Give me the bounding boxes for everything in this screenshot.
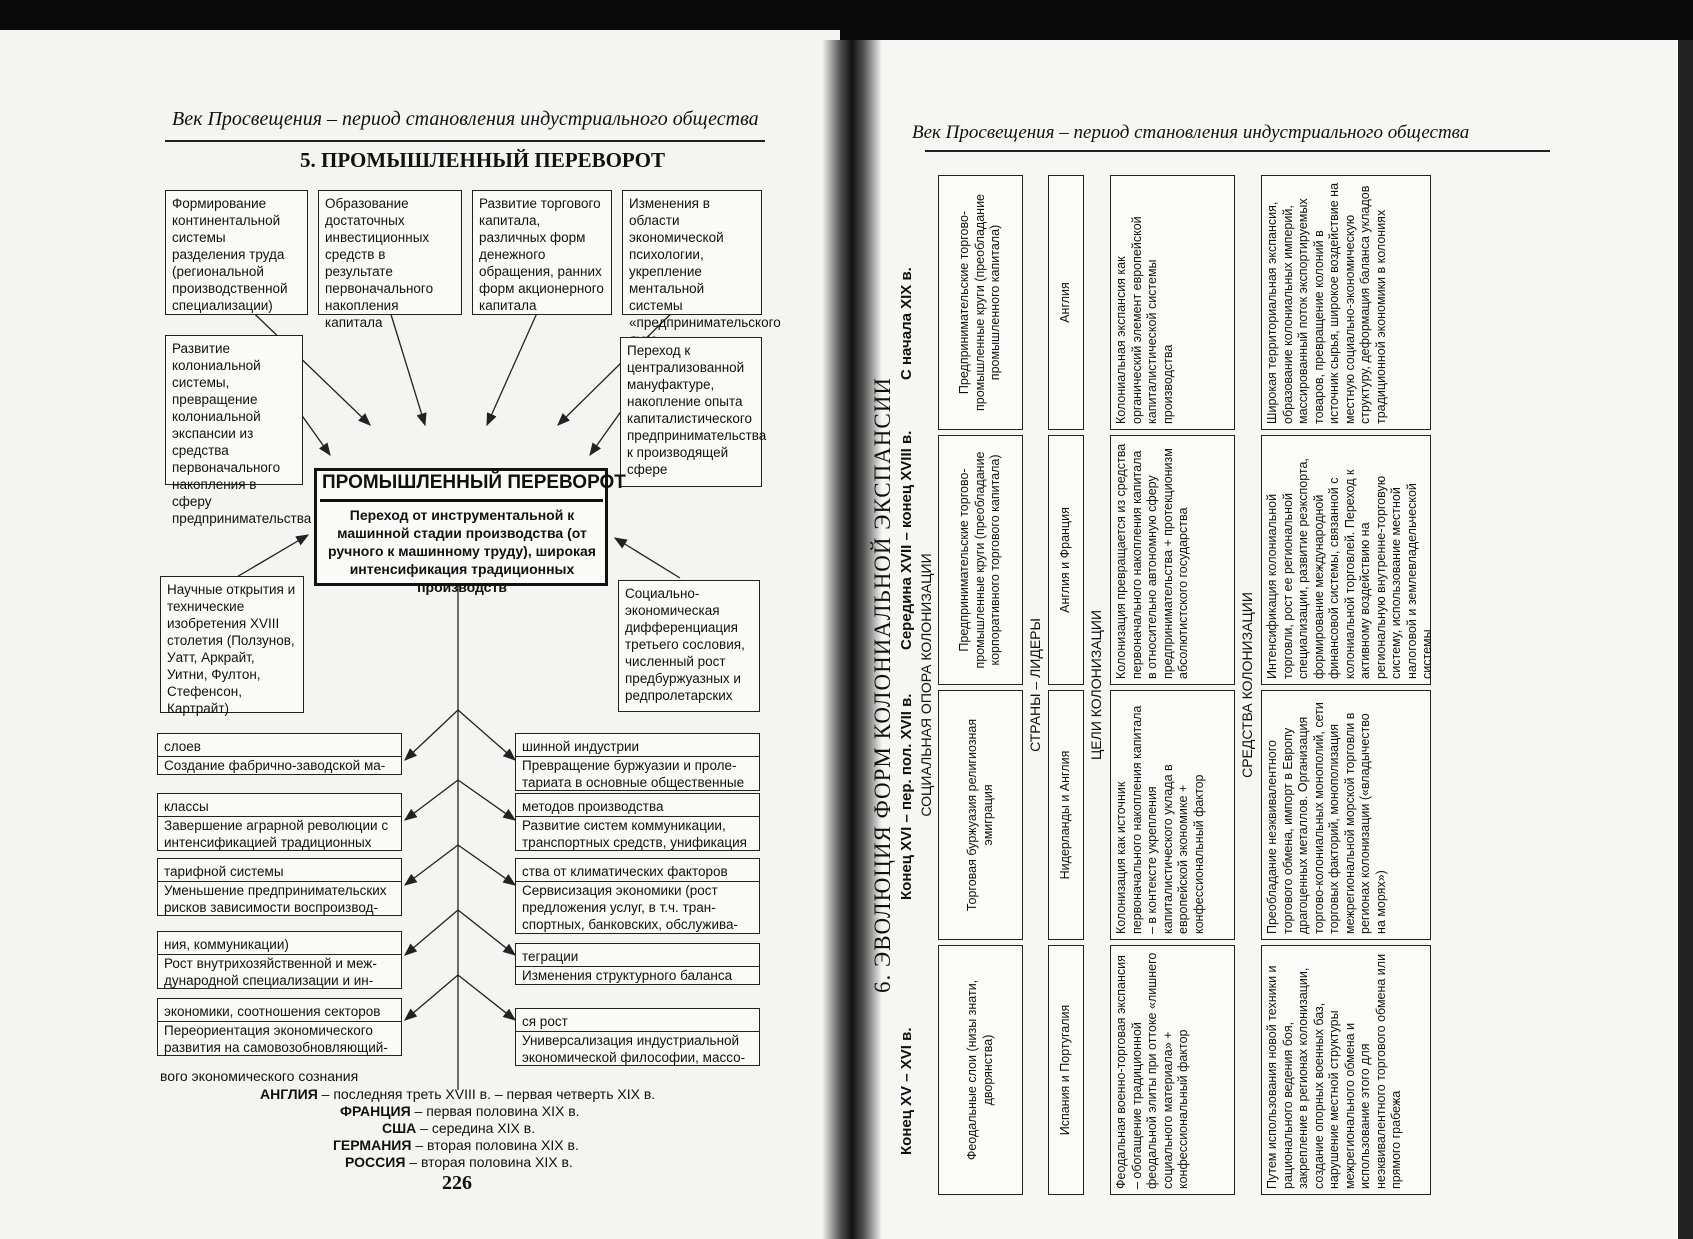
cause-box-investment: Образование достаточных инвестиционных средств в результате первоначального накопления капитала bbox=[318, 190, 462, 315]
outcome-right-4: теграции Изменения структурного баланса bbox=[515, 943, 760, 985]
central-title: ПРОМЫШЛЕННЫЙ ПЕРЕВОРОТ bbox=[322, 472, 626, 493]
outcome-left-2: классы Завершение аграрной революции с интенсификацией традиционных bbox=[157, 793, 402, 851]
cause-box-colonial-system: Развитие колониальной системы, превращение колониальной экспансии из средства первоначального накопления в сферу предпринимательства bbox=[165, 335, 303, 485]
outcome-right-1: шинной индустрии Превращение буржуазии и проле- тариата в основные общественные bbox=[515, 733, 760, 791]
means-cell-1: Путем использования новой техники и рационального ведения боя, закрепление в регионах колонизации, создание опорных военных баз, нарушение местной структуры межрегионального обмена и использование этого для неэквивалентного торгового обмена или прямого грабежа bbox=[1261, 945, 1431, 1195]
leaders-cell-1: Испания и Португалия bbox=[1048, 945, 1084, 1195]
section-leaders: СТРАНЫ – ЛИДЕРЫ bbox=[1027, 618, 1043, 752]
science-box: Научные открытия и технические изобретения XVIII столетия (Ползунов, Уатт, Аркрайт, Уитни, Фултон, Стефенсон, Картрайт) bbox=[160, 576, 304, 713]
section-goals: ЦЕЛИ КОЛОНИЗАЦИИ bbox=[1088, 609, 1104, 761]
period-1: Конец XV – XVI в. bbox=[898, 1027, 915, 1155]
continuation-line: вого экономического сознания bbox=[160, 1068, 359, 1084]
goals-cell-4: Колониальная экспансия как органический элемент европейской капиталистической системы производства bbox=[1110, 175, 1235, 430]
goals-cell-3: Колонизация превращается из средства первоначального накопления капитала в относительно автономную сферу предпринимательства + протекционизм абсолютистского государства bbox=[1110, 435, 1235, 685]
cause-box-mentality: Изменения в области экономической психологии, укрепление ментальной системы «предпринимательского bbox=[622, 190, 762, 315]
country-line-germany: ГЕРМАНИЯ – вторая половина XIX в. bbox=[333, 1137, 579, 1153]
means-cell-2: Преобладание неэквивалентного торгового обмена, импорт в Европу драгоценных металлов. Организация торгово-колониальных монополий, сети торговых факторий, монополизация межрегиональной морской торговли в регионах колонизации («владычество на морях») bbox=[1261, 690, 1431, 940]
cause-box-manufacture: Переход к централизованной мануфактуре, накопление опыта капиталистического предпринимательства к производящей сфере bbox=[620, 337, 762, 487]
central-text: Переход от инструментальной к машинной стадии производства (от ручного к машинному труду), широкая интенсификация традиционных производств bbox=[328, 507, 596, 595]
country-line-france: ФРАНЦИЯ – первая половина XIX в. bbox=[340, 1103, 580, 1119]
means-cell-3: Интенсификация колониальной торговли, рост ее региональной специализации, развитие реэкспорта, формирование международной финансовой системы, связанной с колониальной торговлей. Переход к активному воздействию на региональную внутренне-торговую систему, использование местной налоговой и землевладельческой системы bbox=[1261, 435, 1431, 685]
country-line-england: АНГЛИЯ – последняя треть XVIII в. – первая четверть XIX в. bbox=[260, 1086, 656, 1102]
country-line-usa: США – середина XIX в. bbox=[382, 1120, 536, 1136]
goals-cell-2: Колонизация как источник первоначального накопления капитала – в контексте укрепления капиталистического уклада в европейской экономике + конфессиональный фактор bbox=[1110, 690, 1235, 940]
right-running-head: Век Просвещения – период становления индустриального общества bbox=[912, 122, 1470, 143]
left-page-title: 5. ПРОМЫШЛЕННЫЙ ПЕРЕВОРОТ bbox=[300, 148, 665, 172]
outcome-left-4: ния, коммуникации) Рост внутрихозяйственной и меж- дународной специализации и ин- bbox=[157, 931, 402, 989]
section-means: СРЕДСТВА КОЛОНИЗАЦИИ bbox=[1239, 592, 1255, 778]
outcome-right-3: ства от климатических факторов Сервисизация экономики (рост предложения услуг, в т.ч. тран- спортных, банковских, обслужива- bbox=[515, 858, 760, 934]
central-divider bbox=[320, 499, 603, 502]
leaders-cell-3: Англия и Франция bbox=[1048, 435, 1084, 685]
period-3: Середина XVII – конец XVIII в. bbox=[898, 430, 915, 650]
outcome-right-5: ся рост Универсализация индустриальной экономической философии, массо- bbox=[515, 1008, 760, 1066]
outcome-right-2: методов производства Развитие систем коммуникации, транспортных средств, унификация bbox=[515, 793, 760, 851]
goals-cell-1: Феодальная военно-торговая экспансия – обогащение традиционной феодальной элиты при оттоке «лишнего социального материала» + конфессиональный фактор bbox=[1110, 945, 1235, 1195]
right-page-title: 6. ЭВОЛЮЦИЯ ФОРМ КОЛОНИАЛЬНОЙ ЭКСПАНСИИ bbox=[870, 377, 895, 993]
social-cell-3: Предпринимательские торгово-промышленные круги (преобладание корпоративного торгового капитала) bbox=[938, 435, 1023, 685]
rotated-colonial-table bbox=[870, 175, 1502, 1195]
right-head-rule bbox=[925, 150, 1550, 152]
left-page-number: 226 bbox=[442, 1172, 472, 1194]
outcome-left-1: слоев Создание фабрично-заводской ма- bbox=[157, 733, 402, 775]
leaders-cell-4: Англия bbox=[1048, 175, 1084, 430]
leaders-cell-2: Нидерланды и Англия bbox=[1048, 690, 1084, 940]
means-cell-4: Широкая территориальная экспансия, образование колониальных империй, массированный поток экспортируемых товаров, превращение колоний в источник сырья, широкое воздействие на местную социально-экономическую структуру, деформация баланса укладов традиционной экономики в колониях bbox=[1261, 175, 1431, 430]
cause-box-trade-capital: Развитие торгового капитала, различных форм денежного обращения, ранних форм акционерного капитала bbox=[472, 190, 612, 315]
outcome-left-5: экономики, соотношения секторов Переориентация экономического развития на самовозобновляющий- bbox=[157, 998, 402, 1056]
social-diff-box: Социально-экономическая дифференциация третьего сословия, численный рост предбуржуазных и редпролетарских bbox=[618, 580, 760, 712]
period-4: С начала XIX в. bbox=[898, 267, 915, 380]
section-social: СОЦИАЛЬНАЯ ОПОРА КОЛОНИЗАЦИИ bbox=[918, 553, 934, 817]
left-running-head: Век Просвещения – период становления индустриального общества bbox=[172, 108, 759, 130]
social-cell-1: Феодальные слои (низы знати, дворянства) bbox=[938, 945, 1023, 1195]
period-2: Конец XVI – пер. пол. XVII в. bbox=[898, 693, 915, 900]
country-line-russia: РОССИЯ – вторая половина XIX в. bbox=[345, 1154, 573, 1170]
outcome-left-3: тарифной системы Уменьшение предпринимательских рисков зависимости воспроизвод- bbox=[157, 858, 402, 916]
social-cell-4: Предпринимательские торгово-промышленные круги (преобладание промышленного капитала) bbox=[938, 175, 1023, 430]
cause-box-division-of-labour: Формирование континентальной системы разделения труда (региональной производственной специализации) bbox=[165, 190, 308, 315]
social-cell-2: Торговая буржуазия религиозная эмиграция bbox=[938, 690, 1023, 940]
